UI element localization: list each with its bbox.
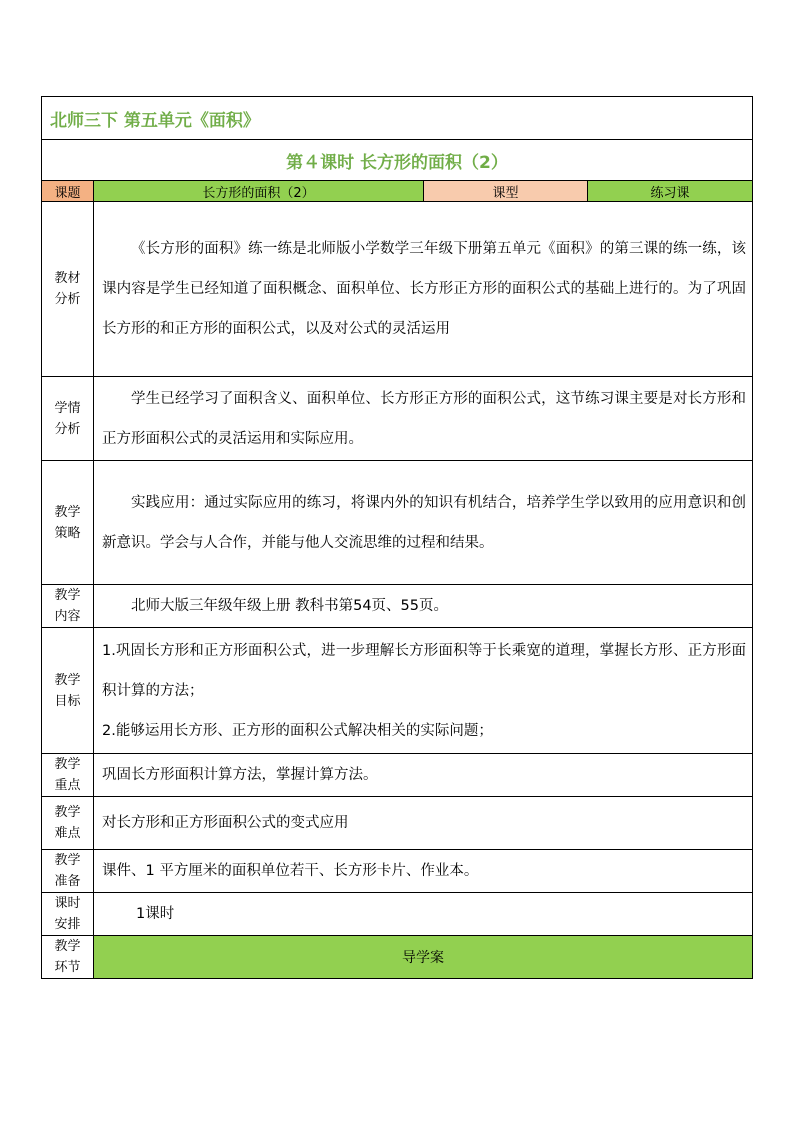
row-label: 教材 分析 xyxy=(42,202,94,377)
table-row xyxy=(42,850,753,893)
table-row xyxy=(42,754,753,797)
teaching-goals xyxy=(94,628,753,754)
topic-value: 长方形的面积（2） xyxy=(94,181,424,202)
row-label: 教学 策略 xyxy=(42,461,94,585)
teaching-strategy-text: 实践应用：通过实际应用的练习，将课内外的知识有机结合，培养学生学以致用的应用意识和创新意识。学会与人合作，并能与他人交流思维的过程和结果。 xyxy=(94,461,753,585)
goal-item: 2.能够运用长方形、正方形的面积公式解决相关的实际问题； xyxy=(102,722,493,739)
goal-item: 1.巩固长方形和正方形面积公式，进一步理解长方形面积等于长乘宽的道理，掌握长方形、正方形面积计算的方法； xyxy=(102,642,747,699)
unit-title-row xyxy=(42,97,753,140)
unit-title: 北师三下 第五单元《面积》 xyxy=(42,97,753,140)
table-row xyxy=(42,893,753,936)
table-row xyxy=(42,797,753,850)
row-label: 学情 分析 xyxy=(42,377,94,461)
row-label: 教学 准备 xyxy=(42,850,94,893)
teaching-content-text: 北师大版三年级年级上册 教科书第54页、55页。 xyxy=(94,585,753,628)
type-label: 课型 xyxy=(424,181,588,202)
schedule-text: 1课时 xyxy=(94,893,753,936)
guide-plan-header: 导学案 xyxy=(94,936,753,979)
topic-label: 课题 xyxy=(42,181,94,202)
preparation-text: 课件、1 平方厘米的面积单位若干、长方形卡片、作业本。 xyxy=(94,850,753,893)
row-label: 教学 目标 xyxy=(42,628,94,754)
lesson-title-row xyxy=(42,140,753,181)
material-analysis-text: 《长方形的面积》练一练是北师版小学数学三年级下册第五单元《面积》的第三课的练一练，该课内容是学生已经知道了面积概念、面积单位、长方形正方形的面积公式的基础上进行的。为了巩固长方形的和正方形的面积公式，以及对公式的灵活运用 xyxy=(94,202,753,377)
table-row xyxy=(42,936,753,979)
lesson-plan-table xyxy=(41,96,753,979)
lesson-title: 第４课时 长方形的面积（2） xyxy=(42,140,753,181)
table-row xyxy=(42,628,753,754)
row-label: 教学 难点 xyxy=(42,797,94,850)
row-label: 教学 环节 xyxy=(42,936,94,979)
row-label: 课时 安排 xyxy=(42,893,94,936)
table-row xyxy=(42,585,753,628)
row-label: 教学 内容 xyxy=(42,585,94,628)
row-label: 教学 重点 xyxy=(42,754,94,797)
type-value: 练习课 xyxy=(588,181,753,202)
topic-row xyxy=(42,181,753,202)
table-row xyxy=(42,377,753,461)
key-points-text: 巩固长方形面积计算方法，掌握计算方法。 xyxy=(94,754,753,797)
learner-analysis-text: 学生已经学习了面积含义、面积单位、长方形正方形的面积公式，这节练习课主要是对长方形和正方形面积公式的灵活运用和实际应用。 xyxy=(94,377,753,461)
table-row xyxy=(42,461,753,585)
difficulties-text: 对长方形和正方形面积公式的变式应用 xyxy=(94,797,753,850)
table-row xyxy=(42,202,753,377)
